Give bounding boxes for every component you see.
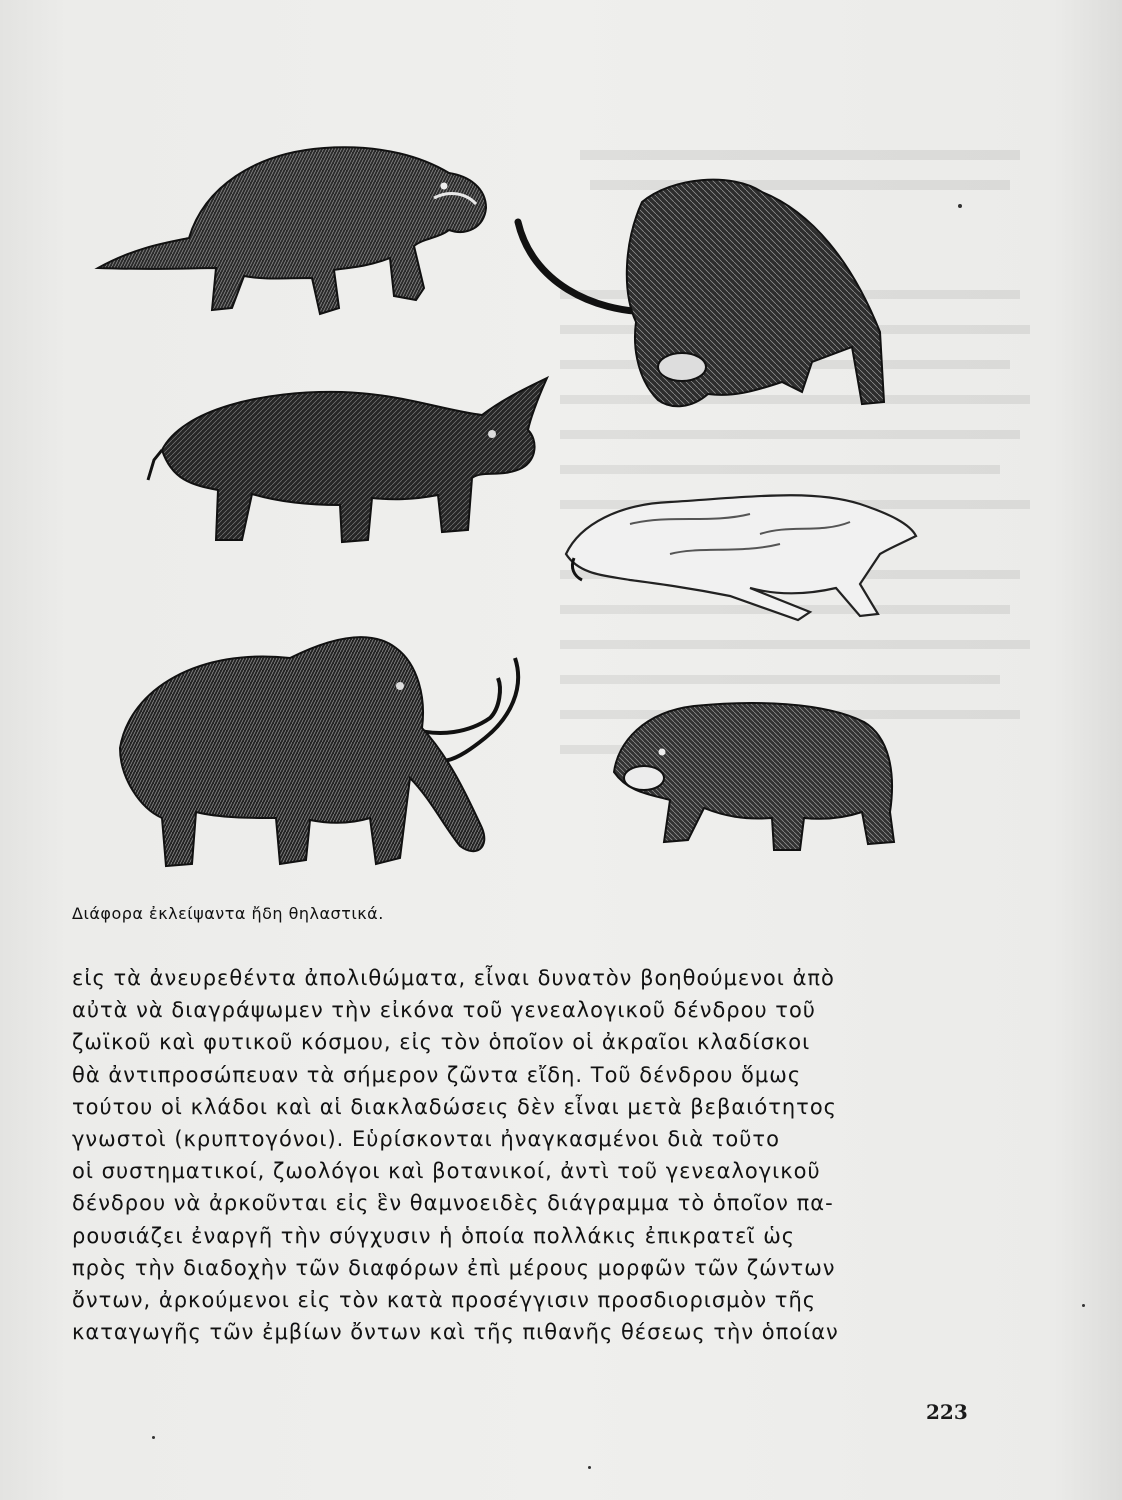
text-line: πρὸς τὴν διαδοχὴν τῶν διαφόρων ἐπὶ μέρους μορφῶν τῶν ζώντων [72, 1255, 836, 1280]
ground-sloth-illustration [94, 128, 494, 328]
text-line: ρουσιάζει ἐναργῆ τὴν σύγχυσιν ἡ ὁποία πολλάκις ἐπικρατεῖ ὡς [72, 1223, 796, 1248]
woolly-mammoth-illustration [100, 628, 540, 888]
text-line: οἱ συστηματικοί, ζωολόγοι καὶ βοτανικοί, ἀντὶ τοῦ γενεαλογικοῦ [72, 1159, 821, 1184]
scan-speck [588, 1466, 591, 1469]
text-line: δένδρου νὰ ἀρκοῦνται εἰς ἓν θαμνοειδὲς διάγραμμα τὸ ὁποῖον πα- [72, 1191, 834, 1216]
text-line: γνωστοὶ (κρυπτογόνοι). Εὑρίσκονται ἠναγκασμένοι διὰ τοῦτο [72, 1127, 780, 1152]
text-line: τούτου οἱ κλάδοι καὶ αἱ διακλαδώσεις δὲν εἶναι μετὰ βεβαιότητος [72, 1094, 837, 1119]
cave-lion-illustration [560, 484, 930, 634]
text-line: καταγωγῆς τῶν ἐμβίων ὄντων καὶ τῆς πιθανῆς θέσεως τὴν ὁποίαν [72, 1320, 839, 1345]
text-line: ζωϊκοῦ καὶ φυτικοῦ κόσμου, εἰς τὸν ὁποῖον οἱ ἀκραῖοι κλαδίσκοι [72, 1030, 811, 1055]
body-paragraph [72, 962, 972, 1348]
scan-speck [152, 1436, 155, 1439]
text-line: εἰς τὰ ἀνευρεθέντα ἀπολιθώματα, εἶναι δυνατὸν βοηθούμενοι ἀπὸ [72, 966, 835, 990]
scan-speck [958, 204, 962, 208]
text-line: ὄντων, ἀρκούμενοι εἰς τὸν κατὰ προσέγγισιν προσδιορισμὸν τῆς [72, 1288, 817, 1313]
scan-speck [1082, 1304, 1085, 1307]
page-number: 223 [926, 1400, 968, 1424]
text-line: αὐτὰ νὰ διαγράψωμεν τὴν εἰκόνα τοῦ γενεαλογικοῦ δένδρου τοῦ [72, 998, 816, 1023]
extinct-mammals-figure [60, 100, 920, 880]
long-horned-bison-illustration [512, 172, 902, 422]
text-line: θὰ ἀντιπροσώπευαν τὰ σήμερον ζῶντα εἴδη. Τοῦ δένδρου ὅμως [72, 1062, 802, 1087]
figure-caption: Διάφορα ἐκλείψαντα ἤδη θηλαστικά. [72, 904, 384, 923]
woolly-rhinoceros-illustration [142, 370, 562, 570]
cave-bear-illustration [604, 682, 904, 862]
